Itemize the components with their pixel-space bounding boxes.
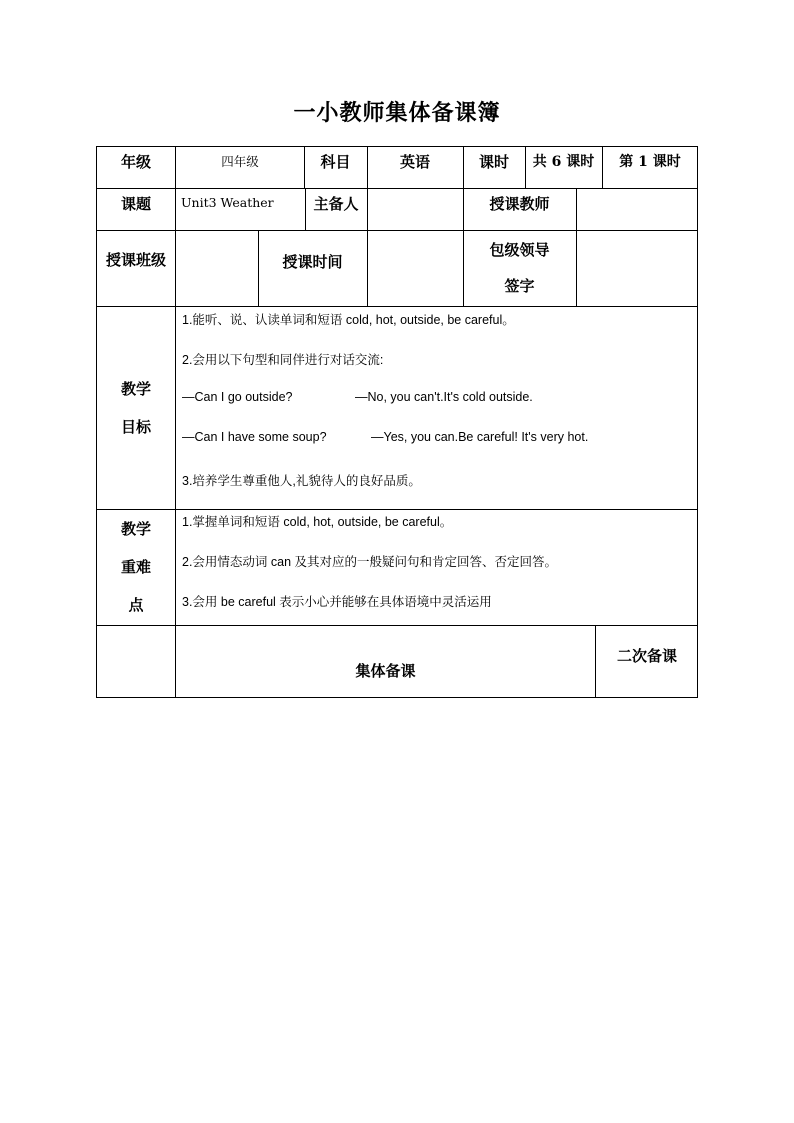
leader-label-line2: 签字 <box>504 277 535 295</box>
class-label: 授课班级 <box>105 250 166 269</box>
objective-item: 1.能听、说、认读单词和短语 cold, hot, outside, be careful。 <box>182 313 515 327</box>
table-border-bottom <box>96 697 698 698</box>
lead-preparer-value <box>367 188 463 230</box>
planning-blank-cell <box>96 625 176 698</box>
lesson-plan-table <box>96 146 698 698</box>
row-divider <box>96 306 698 307</box>
objectives-label-line1: 教学 <box>120 379 151 398</box>
key-point-item: 3.会用 be careful 表示小心并能够在具体语境中灵活运用 <box>182 595 492 609</box>
row-divider <box>96 509 698 510</box>
objectives-label <box>96 306 176 509</box>
objective-item: —No, you can't.It's cold outside. <box>355 390 533 404</box>
objective-item: 2.会用以下句型和同伴进行对话交流: <box>182 353 384 367</box>
objective-item: 3.培养学生尊重他人,礼貌待人的良好品质。 <box>182 474 421 488</box>
time-value <box>367 230 463 306</box>
key-points-label-line3: 点 <box>128 596 144 614</box>
leader-signature-label <box>463 230 576 306</box>
class-value <box>176 230 258 306</box>
key-points-label <box>96 509 176 625</box>
topic-value: Unit3 Weather <box>181 195 274 210</box>
time-label: 授课时间 <box>282 252 343 271</box>
leader-label-line1: 包级领导 <box>489 241 550 259</box>
periods-label: 课时 <box>478 152 509 171</box>
collective-planning-label: 集体备课 <box>355 662 416 680</box>
period-current: 第 1 课时 <box>619 154 681 170</box>
key-points-label-line2: 重难 <box>120 558 151 576</box>
subject-label: 科目 <box>320 152 351 171</box>
page-title: 一小教师集体备课簿 <box>293 100 501 126</box>
objective-item: —Yes, you can.Be careful! It's very hot. <box>371 430 589 444</box>
row-divider <box>96 625 698 626</box>
lead-preparer-label: 主备人 <box>313 194 359 213</box>
key-point-item: 2.会用情态动词 can 及其对应的一般疑问句和肯定回答、否定回答。 <box>182 555 558 569</box>
teacher-value <box>576 188 698 230</box>
key-points-label-line1: 教学 <box>120 520 151 538</box>
teacher-label: 授课教师 <box>489 194 550 213</box>
objective-item: —Can I have some soup? <box>182 430 327 444</box>
grade-value: 四年级 <box>221 154 259 169</box>
subject-value: 英语 <box>399 152 430 171</box>
secondary-planning-label: 二次备课 <box>616 647 677 665</box>
key-point-item: 1.掌握单词和短语 cold, hot, outside, be careful。 <box>182 515 453 529</box>
objectives-label-line2: 目标 <box>120 417 151 436</box>
topic-label: 课题 <box>120 194 151 213</box>
grade-label: 年级 <box>120 152 151 171</box>
objective-item: —Can I go outside? <box>182 390 293 404</box>
periods-total: 共 6 课时 <box>532 154 595 170</box>
leader-signature-value <box>576 230 698 306</box>
